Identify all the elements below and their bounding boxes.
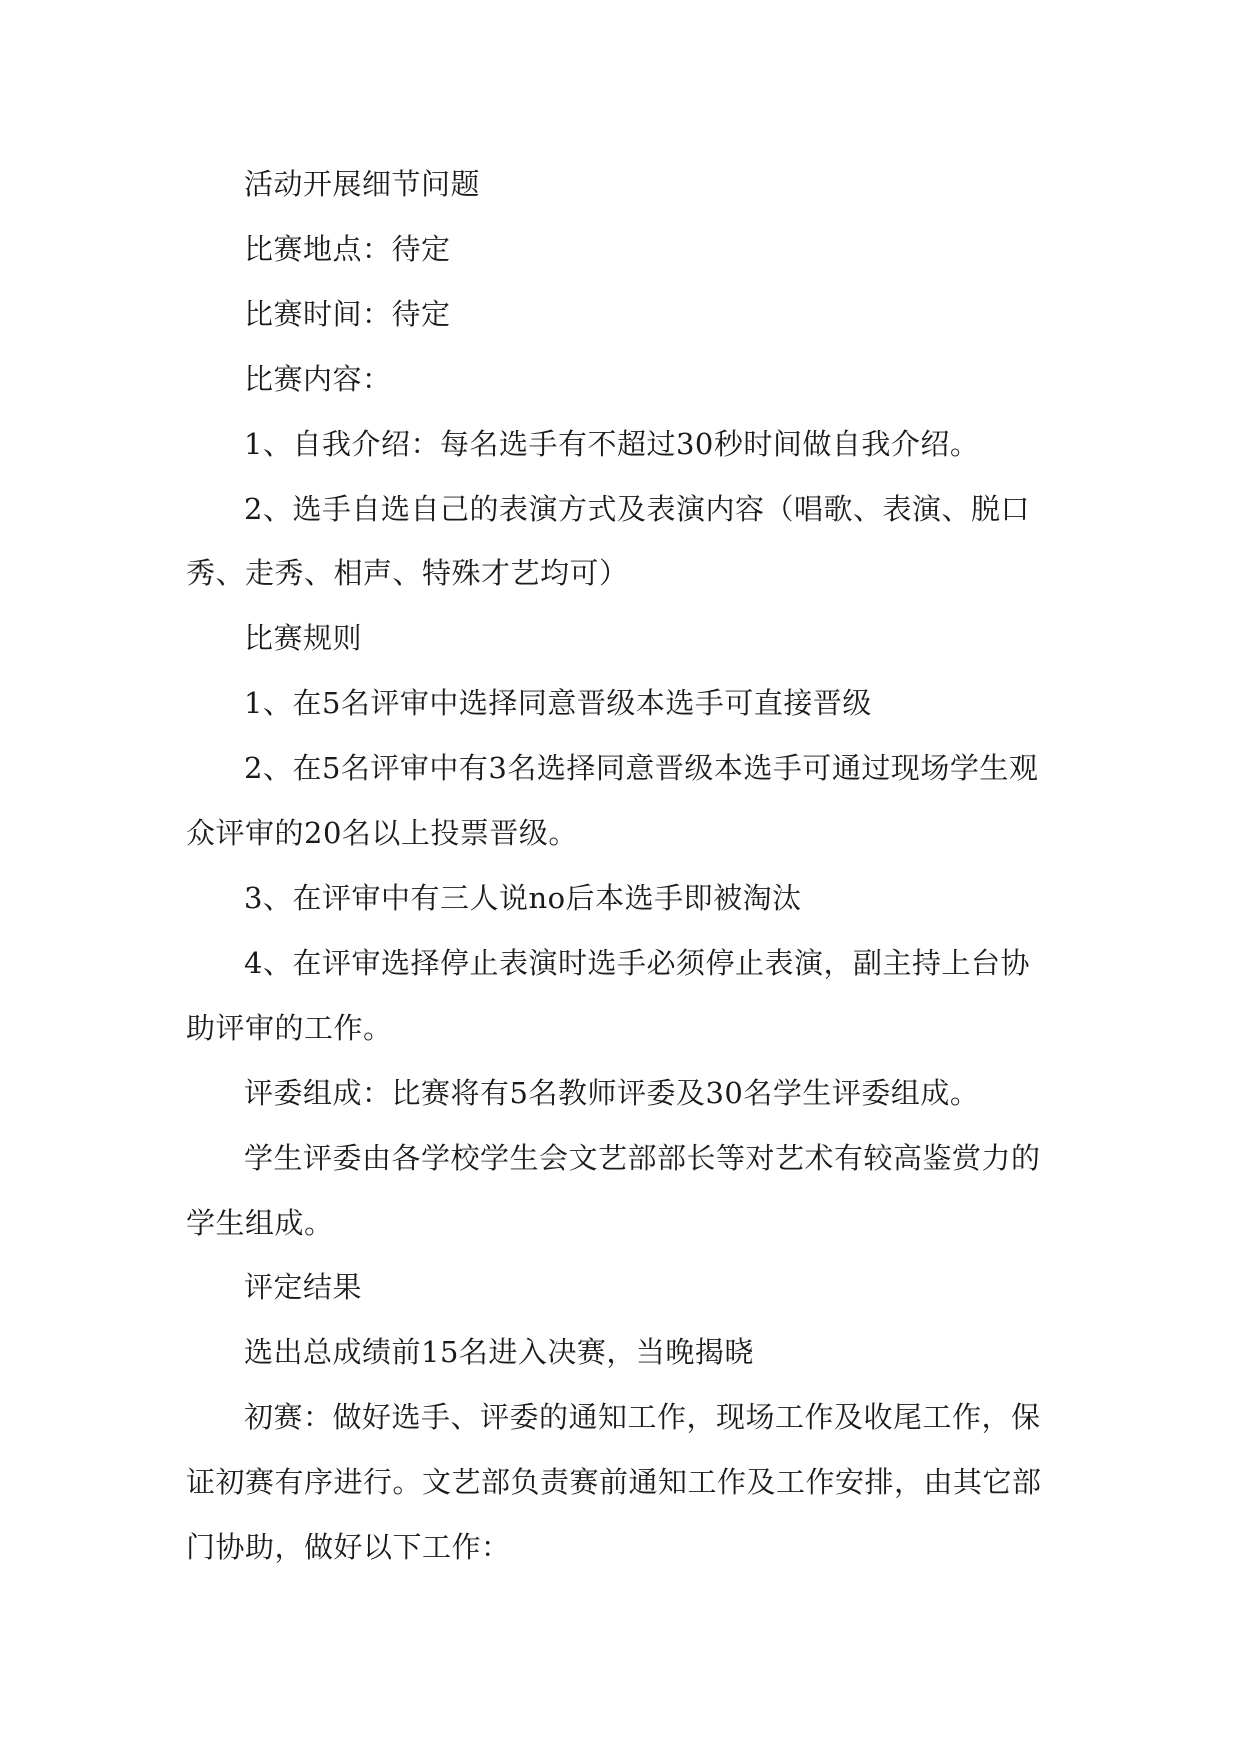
competition-time: 比赛时间：待定 bbox=[244, 296, 451, 331]
section-heading-activity-details: 活动开展细节问题 bbox=[244, 167, 481, 201]
student-judges-description: 学生评委由各学校学生会文艺部部长等对艺术有较高鉴赏力的学生组成。 bbox=[186, 1140, 1041, 1240]
competition-rules-heading: 比赛规则 bbox=[244, 621, 363, 656]
evaluation-results-heading: 评定结果 bbox=[244, 1270, 363, 1305]
document-body bbox=[186, 152, 1058, 1580]
rule-item-1: 1、在5名评审中选择同意晋级本选手可直接晋级 bbox=[244, 686, 872, 721]
rule-item-2: 2、在5名评审中有3名选择同意晋级本选手可通过现场学生观众评审的20名以上投票晋级。 bbox=[186, 751, 1039, 851]
competition-content-heading: 比赛内容： bbox=[244, 361, 392, 396]
preliminary-round-arrangements: 初赛：做好选手、评委的通知工作，现场工作及收尾工作，保证初赛有序进行。文艺部负责赛前通知工作及工作安排，由其它部门协助，做好以下工作： bbox=[186, 1400, 1042, 1565]
judges-composition: 评委组成：比赛将有5名教师评委及30名学生评委组成。 bbox=[244, 1075, 980, 1110]
content-item-1: 1、自我介绍：每名选手有不超过30秒时间做自我介绍。 bbox=[244, 426, 980, 461]
competition-venue: 比赛地点：待定 bbox=[244, 231, 451, 266]
finalists-selection: 选出总成绩前15名进入决赛，当晚揭晓 bbox=[244, 1335, 754, 1370]
rule-item-3: 3、在评审中有三人说no后本选手即被淘汰 bbox=[244, 880, 802, 915]
rule-item-4: 4、在评审选择停止表演时选手必须停止表演，副主持上台协助评审的工作。 bbox=[186, 945, 1030, 1045]
content-item-2: 2、选手自选自己的表演方式及表演内容（唱歌、表演、脱口秀、走秀、相声、特殊才艺均可） bbox=[186, 491, 1030, 591]
